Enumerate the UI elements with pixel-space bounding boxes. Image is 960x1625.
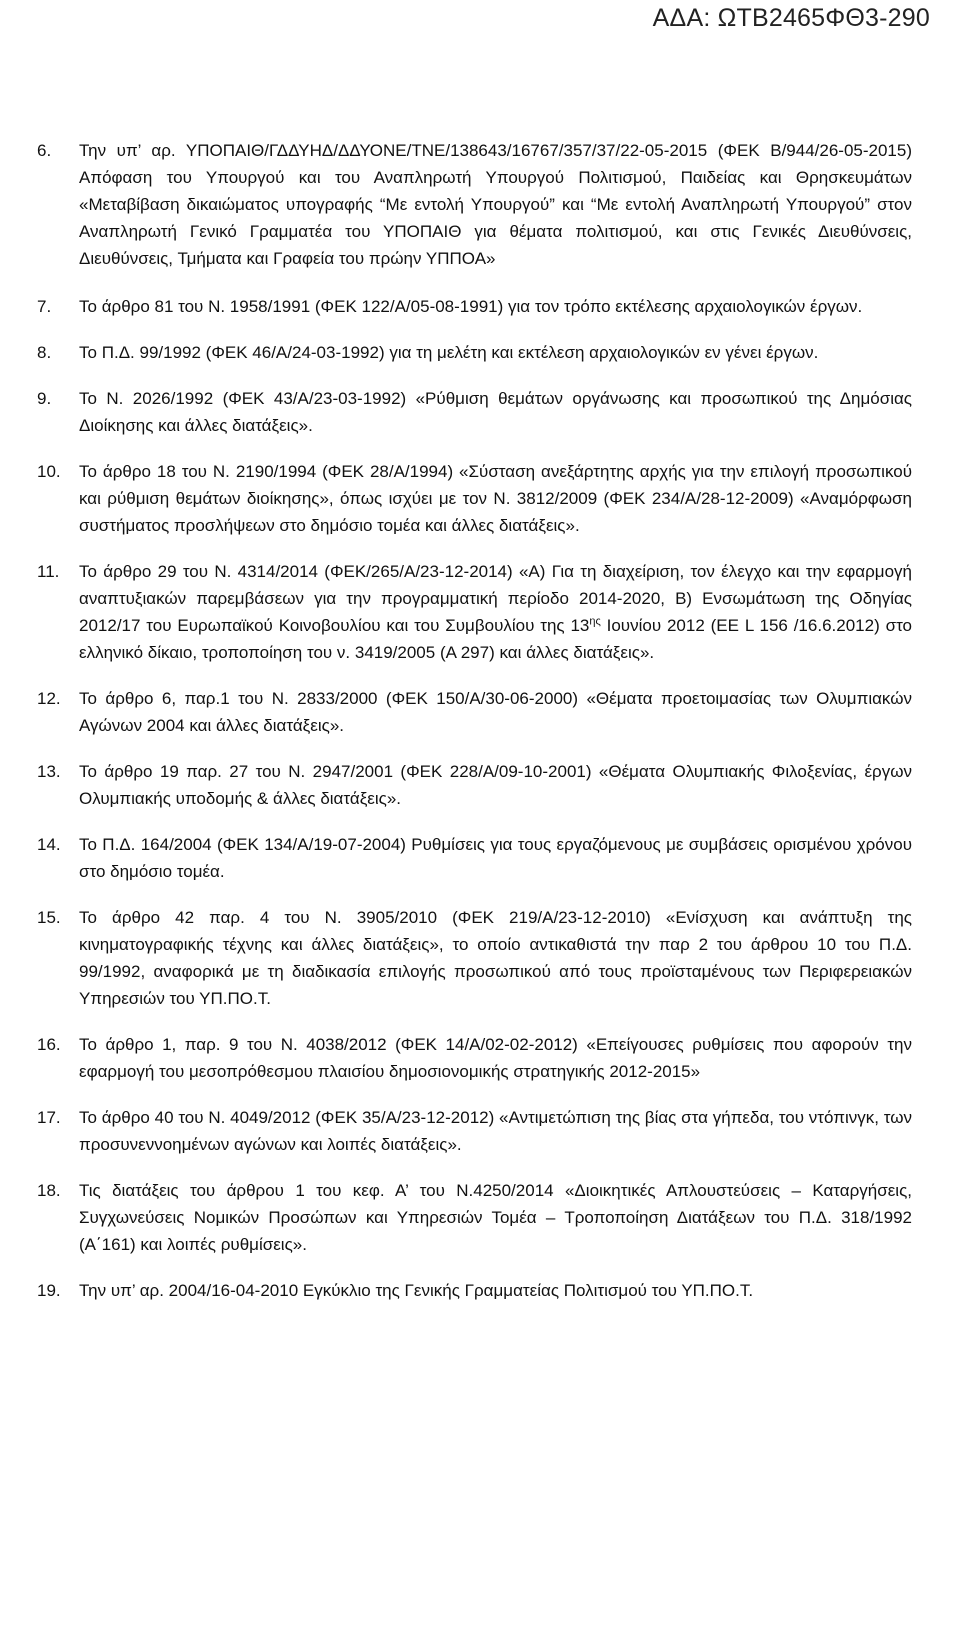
document-body (37, 137, 912, 1323)
list-item (37, 458, 912, 539)
list-item (37, 1104, 912, 1158)
item-text: Το άρθρο 19 παρ. 27 του Ν. 2947/2001 (ΦΕΚ 228/Α/09-10-2001) «Θέματα Ολυμπιακής Φιλοξενίας, έργων Ολυμπιακής υποδομής & άλλες διατάξεις». (79, 762, 912, 808)
list-item (37, 339, 912, 366)
item-text: Το άρθρο 42 παρ. 4 του Ν. 3905/2010 (ΦΕΚ 219/Α/23-12-2010) «Ενίσχυση και ανάπτυξη της κινηματογραφικής τέχνης και άλλες διατάξεις», το οποίο αντικαθιστά την παρ 2 του άρθρου 10 του Π.Δ. 99/1992, αναφορικά με τη διαδικασία επιλογής προσωπικού από τους προϊσταμένους των Περιφερειακών Υπηρεσιών του ΥΠ.ΠΟ.Τ. (79, 908, 912, 1008)
item-number: 9. (37, 389, 52, 408)
item-number: 8. (37, 343, 52, 362)
item-number: 10. (37, 462, 61, 481)
item-text: Το Ν. 2026/1992 (ΦΕΚ 43/Α/23-03-1992) «Ρύθμιση θεμάτων οργάνωσης και προσωπικού της Δημόσιας Διοίκησης και άλλες διατάξεις». (79, 389, 912, 435)
item-text: Το άρθρο 1, παρ. 9 του Ν. 4038/2012 (ΦΕΚ 14/Α/02-02-2012) «Επείγουσες ρυθμίσεις που αφορούν την εφαρμογή του μεσοπρόθεσμου πλαισίου δημοσιονομικής στρατηγικής 2012-2015» (79, 1035, 912, 1081)
list-item (37, 137, 912, 272)
item-number: 11. (37, 562, 60, 581)
item-number: 13. (37, 762, 61, 781)
item-text: Τις διατάξεις του άρθρου 1 του κεφ. Α’ του Ν.4250/2014 «Διοικητικές Απλουστεύσεις – Καταργήσεις, Συγχωνεύσεις Νομικών Προσώπων και Υπηρεσιών Τομέα – Τροποποίηση Διατάξεων του Π.Δ. 318/1992 (Α΄161) και λοιπές ρυθμίσεις». (79, 1181, 912, 1254)
item-text: Την υπ’ αρ. 2004/16-04-2010 Εγκύκλιο της Γενικής Γραμματείας Πολιτισμού του ΥΠ.ΠΟ.Τ. (79, 1281, 754, 1300)
item-text: Το άρθρο 6, παρ.1 του Ν. 2833/2000 (ΦΕΚ 150/Α/30-06-2000) «Θέματα προετοιμασίας των Ολυμπιακών Αγώνων 2004 και άλλες διατάξεις». (79, 689, 912, 735)
item-text: Το άρθρο 18 του Ν. 2190/1994 (ΦΕΚ 28/Α/1994) «Σύσταση ανεξάρτητης αρχής για την επιλογή προσωπικού και ρύθμιση θεμάτων διοίκησης», όπως ισχύει με τον Ν. 3812/2009 (ΦΕΚ 234/Α/28-12-2009) «Αναμόρφωση συστήματος προσλήψεων στο δημόσιο τομέα και άλλες διατάξεις». (79, 462, 912, 535)
list-item (37, 904, 912, 1012)
item-text (79, 558, 912, 666)
item-number: 17. (37, 1108, 61, 1127)
list-item (37, 685, 912, 739)
list-item (37, 558, 912, 666)
item-number: 6. (37, 141, 52, 160)
list-item (37, 831, 912, 885)
item-text: Το Π.Δ. 164/2004 (ΦΕΚ 134/Α/19-07-2004) Ρυθμίσεις για τους εργαζόμενους με συμβάσεις ορισμένου χρόνου στο δημόσιο τομέα. (79, 835, 912, 881)
ada-code: ΑΔΑ: ΩΤΒ2465ΦΘ3-290 (652, 4, 930, 32)
item-number: 12. (37, 689, 61, 708)
list-item (37, 385, 912, 439)
list-item (37, 293, 912, 320)
item-text: Το Π.Δ. 99/1992 (ΦΕΚ 46/Α/24-03-1992) για τη μελέτη και εκτέλεση αρχαιολογικών εν γένει έργων. (79, 343, 819, 362)
list-item (37, 1177, 912, 1258)
item-number: 16. (37, 1035, 61, 1054)
item-text-part: Ιουνίου 2012 (ΕΕ L 156 /16.6.2012) στο ελληνικό δίκαιο, τροποποίηση του ν. 3419/2005 (Α 297) και άλλες διατάξεις». (79, 616, 912, 662)
list-item (37, 758, 912, 812)
item-text: Την υπ’ αρ. ΥΠΟΠΑΙΘ/ΓΔΔΥΗΔ/ΔΔΥΟΝΕ/ΤΝΕ/138643/16767/357/37/22-05-2015 (ΦΕΚ Β/944/26-05-2015) Απόφαση του Υπουργού και του Αναπληρωτή Υπουργού Πολιτισμού, Παιδείας και Θρησκευμάτων «Μεταβίβαση δικαιώματος υπογραφής “Με εντολή Υπουργού” και “Με εντολή Αναπληρωτή Υπουργού” στον Αναπληρωτή Γενικό Γραμματέα του ΥΠΟΠΑΙΘ για θέματα πολιτισμού, και στις Γενικές Διευθύνσεις, Διευθύνσεις, Τμήματα και Γραφεία του πρώην ΥΠΠΟΑ» (79, 141, 912, 268)
item-text: Το άρθρο 81 του Ν. 1958/1991 (ΦΕΚ 122/Α/05-08-1991) για τον τρόπο εκτέλεσης αρχαιολογικών έργων. (79, 297, 863, 316)
item-text-part: Το άρθρο 29 του Ν. 4314/2014 (ΦΕΚ/265/Α/23-12-2014) «Α) Για τη διαχείριση, τον έλεγχο και την εφαρμογή αναπτυξιακών παρεμβάσεων για την προγραμματική περίοδο 2014-2020, Β) Ενσωμάτωση της Οδηγίας 2012/17 του Ευρωπαϊκού Κοινοβουλίου και του Συμβουλίου της 13 (79, 562, 912, 635)
list-item (37, 1277, 912, 1304)
item-number: 7. (37, 297, 52, 316)
item-number: 15. (37, 908, 61, 927)
item-number: 18. (37, 1181, 61, 1200)
item-text: Το άρθρο 40 του Ν. 4049/2012 (ΦΕΚ 35/Α/23-12-2012) «Αντιμετώπιση της βίας στα γήπεδα, του ντόπινγκ, των προσυνεννοημένων αγώνων και λοιπές διατάξεις». (79, 1108, 912, 1154)
item-number: 19. (37, 1281, 61, 1300)
item-number: 14. (37, 835, 61, 854)
ordinal-suffix: ης (589, 615, 601, 628)
list-item (37, 1031, 912, 1085)
